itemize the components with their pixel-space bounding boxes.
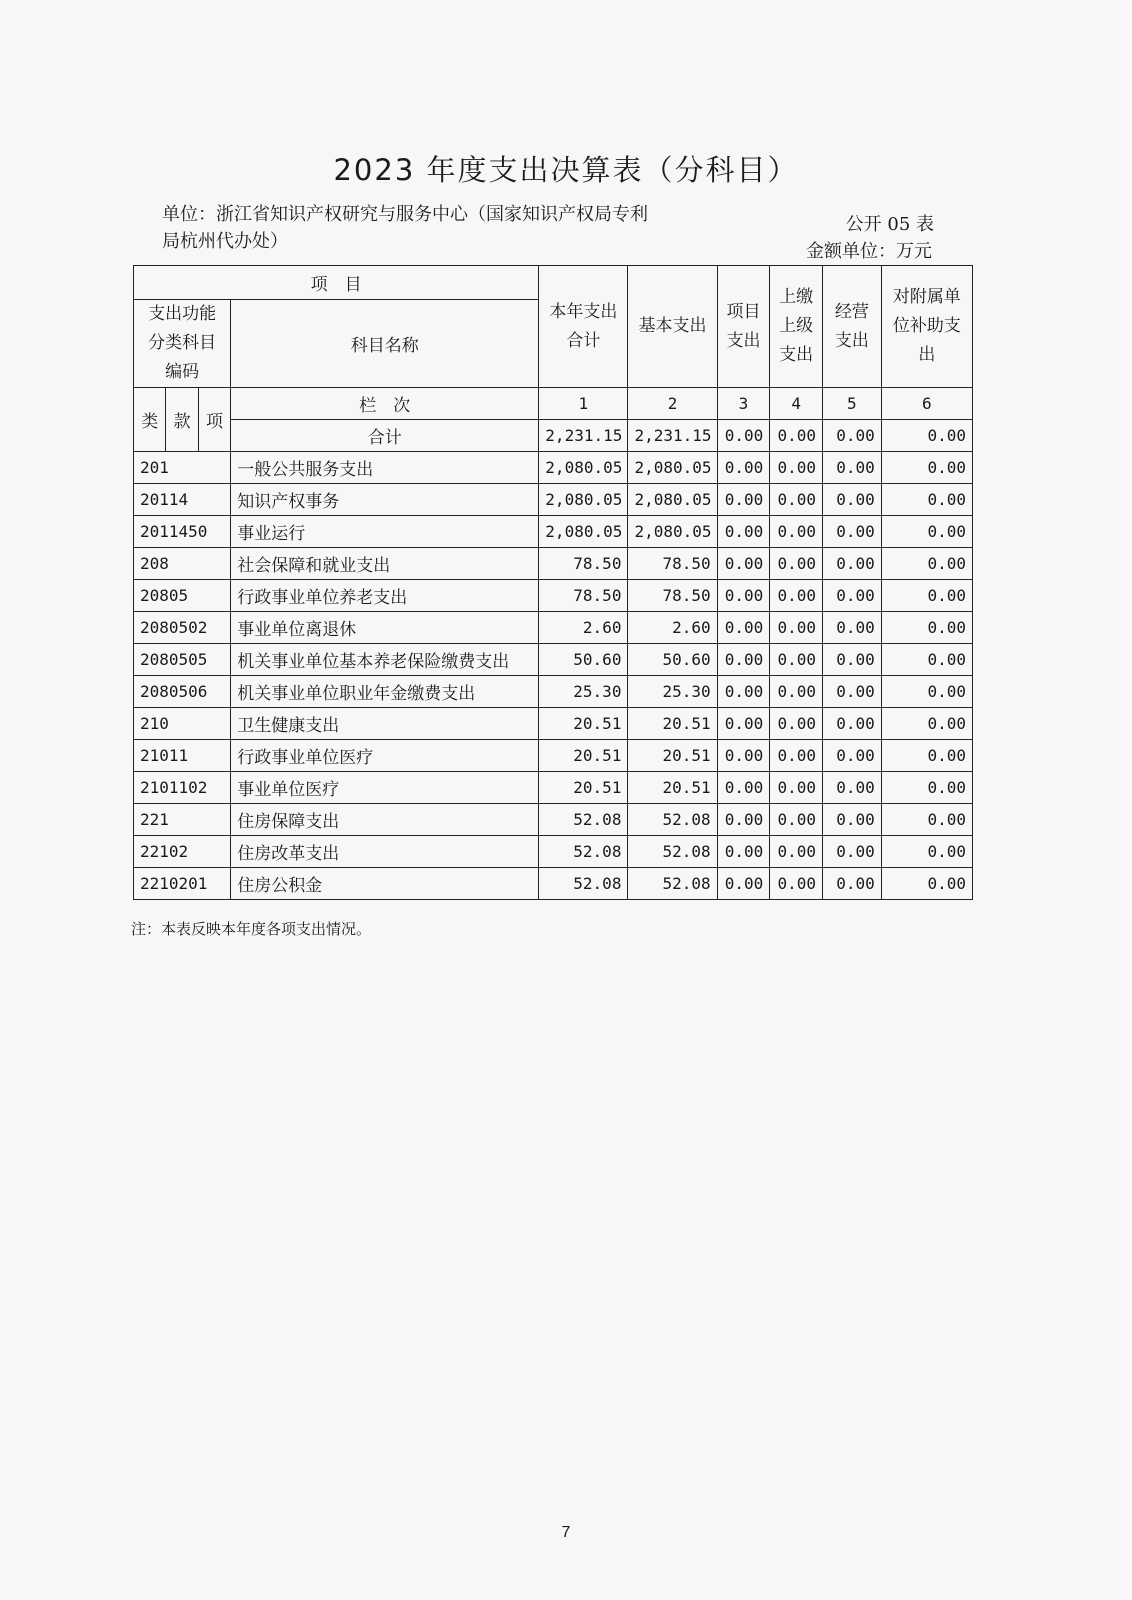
- row-value: 0.00: [770, 580, 823, 612]
- row-value: 2,080.05: [628, 484, 717, 516]
- row-value: 0.00: [770, 452, 823, 484]
- row-value: 0.00: [881, 676, 972, 708]
- row-value: 0.00: [770, 708, 823, 740]
- row-value: 0.00: [881, 548, 972, 580]
- unit-label-line2: 局杭州代办处）: [162, 231, 288, 252]
- row-subject-name: 行政事业单位医疗: [231, 740, 539, 772]
- row-code: 2080502: [134, 612, 231, 644]
- row-value: 0.00: [770, 868, 823, 900]
- row-code: 2080505: [134, 644, 231, 676]
- row-value: 0.00: [822, 612, 881, 644]
- row-value: 0.00: [881, 868, 972, 900]
- row-value: 52.08: [539, 804, 628, 836]
- row-value: 0.00: [881, 612, 972, 644]
- row-value: 2.60: [628, 612, 717, 644]
- row-value: 0.00: [770, 804, 823, 836]
- table-row: [134, 484, 973, 516]
- row-value: 0.00: [717, 644, 770, 676]
- row-value: 52.08: [628, 836, 717, 868]
- row-value: 0.00: [822, 708, 881, 740]
- page-number: 7: [561, 1524, 571, 1541]
- table-row: [134, 516, 973, 548]
- table-row: [134, 868, 973, 900]
- row-subject-name: 住房公积金: [231, 868, 539, 900]
- row-value: 0.00: [717, 676, 770, 708]
- table-row: [134, 452, 973, 484]
- row-subject-name: 社会保障和就业支出: [231, 548, 539, 580]
- table-row: [134, 836, 973, 868]
- table-row: [134, 548, 973, 580]
- row-value: 0.00: [770, 516, 823, 548]
- unit-label-line1: 单位：浙江省知识产权研究与服务中心（国家知识产权局专利: [162, 204, 648, 225]
- row-value: 0.00: [770, 548, 823, 580]
- row-value: 0.00: [881, 484, 972, 516]
- table-row: [134, 772, 973, 804]
- row-value: 0.00: [822, 484, 881, 516]
- row-value: 0.00: [881, 516, 972, 548]
- row-value: 0.00: [717, 836, 770, 868]
- row-value: 20.51: [628, 740, 717, 772]
- row-value: 0.00: [881, 740, 972, 772]
- row-value: 0.00: [881, 580, 972, 612]
- row-value: 0.00: [822, 804, 881, 836]
- row-value: 0.00: [822, 676, 881, 708]
- total-label: 合计: [231, 420, 539, 452]
- row-value: 0.00: [717, 516, 770, 548]
- row-code: 221: [134, 804, 231, 836]
- row-value: 20.51: [628, 772, 717, 804]
- row-value: 20.51: [628, 708, 717, 740]
- row-value: 2,080.05: [628, 452, 717, 484]
- row-subject-name: 住房保障支出: [231, 804, 539, 836]
- row-code: 2210201: [134, 868, 231, 900]
- header-col5: 经营支出: [822, 266, 881, 388]
- row-value: 0.00: [717, 740, 770, 772]
- row-value: 0.00: [822, 516, 881, 548]
- row-value: 0.00: [770, 836, 823, 868]
- col-number-4: 4: [770, 388, 823, 420]
- col-number-3: 3: [717, 388, 770, 420]
- row-subject-name: 事业运行: [231, 516, 539, 548]
- row-value: 2,080.05: [628, 516, 717, 548]
- money-unit: 金额单位：万元: [806, 241, 932, 262]
- table-note: 注：本表反映本年度各项支出情况。: [131, 920, 372, 938]
- row-value: 0.00: [822, 452, 881, 484]
- row-value: 0.00: [881, 804, 972, 836]
- row-code: 22102: [134, 836, 231, 868]
- row-value: 0.00: [881, 836, 972, 868]
- row-value: 0.00: [717, 580, 770, 612]
- expenditure-table: [133, 265, 973, 900]
- row-subject-name: 行政事业单位养老支出: [231, 580, 539, 612]
- row-value: 0.00: [770, 612, 823, 644]
- row-value: 50.60: [628, 644, 717, 676]
- row-code: 201: [134, 452, 231, 484]
- row-value: 0.00: [822, 836, 881, 868]
- header-col2: 基本支出: [628, 266, 717, 388]
- header-kuan: 款: [166, 388, 198, 452]
- row-value: 0.00: [881, 708, 972, 740]
- row-value: 50.60: [539, 644, 628, 676]
- row-value: 52.08: [539, 868, 628, 900]
- row-subject-name: 卫生健康支出: [231, 708, 539, 740]
- total-value: 0.00: [822, 420, 881, 452]
- row-value: 20.51: [539, 772, 628, 804]
- header-xiang: 项: [198, 388, 230, 452]
- row-value: 0.00: [881, 644, 972, 676]
- table-row: [134, 804, 973, 836]
- row-value: 78.50: [539, 548, 628, 580]
- row-value: 2,080.05: [539, 516, 628, 548]
- row-value: 0.00: [770, 644, 823, 676]
- row-value: 0.00: [881, 772, 972, 804]
- header-col1: 本年支出合计: [539, 266, 628, 388]
- col-number-1: 1: [539, 388, 628, 420]
- row-value: 0.00: [822, 644, 881, 676]
- row-value: 2.60: [539, 612, 628, 644]
- row-value: 78.50: [628, 548, 717, 580]
- row-code: 2101102: [134, 772, 231, 804]
- row-code: 208: [134, 548, 231, 580]
- row-code: 210: [134, 708, 231, 740]
- row-value: 78.50: [628, 580, 717, 612]
- row-value: 52.08: [628, 868, 717, 900]
- row-code: 20114: [134, 484, 231, 516]
- row-value: 20.51: [539, 708, 628, 740]
- row-subject-name: 知识产权事务: [231, 484, 539, 516]
- row-code: 20805: [134, 580, 231, 612]
- row-value: 25.30: [539, 676, 628, 708]
- row-value: 0.00: [770, 740, 823, 772]
- total-value: 2,231.15: [628, 420, 717, 452]
- row-value: 52.08: [539, 836, 628, 868]
- row-code: 2080506: [134, 676, 231, 708]
- row-value: 0.00: [717, 612, 770, 644]
- row-value: 0.00: [717, 484, 770, 516]
- row-subject-name: 住房改革支出: [231, 836, 539, 868]
- col-number-6: 6: [881, 388, 972, 420]
- row-value: 0.00: [770, 772, 823, 804]
- table-row: [134, 644, 973, 676]
- row-value: 0.00: [717, 772, 770, 804]
- header-lanci: 栏 次: [231, 388, 539, 420]
- total-value: 0.00: [881, 420, 972, 452]
- table-row: [134, 676, 973, 708]
- row-value: 25.30: [628, 676, 717, 708]
- row-value: 0.00: [717, 868, 770, 900]
- total-value: 2,231.15: [539, 420, 628, 452]
- row-value: 0.00: [770, 484, 823, 516]
- header-col6: 对附属单位补助支出: [881, 266, 972, 388]
- row-value: 2,080.05: [539, 484, 628, 516]
- header-lei: 类: [134, 388, 166, 452]
- row-value: 2,080.05: [539, 452, 628, 484]
- row-subject-name: 机关事业单位职业年金缴费支出: [231, 676, 539, 708]
- header-item: 项 目: [134, 266, 539, 300]
- row-value: 0.00: [717, 548, 770, 580]
- header-col3: 项目支出: [717, 266, 770, 388]
- row-value: 0.00: [822, 772, 881, 804]
- row-value: 0.00: [717, 804, 770, 836]
- row-code: 2011450: [134, 516, 231, 548]
- table-code: 公开 05 表: [845, 214, 934, 235]
- row-value: 20.51: [539, 740, 628, 772]
- row-value: 0.00: [822, 548, 881, 580]
- table-row: [134, 580, 973, 612]
- col-number-2: 2: [628, 388, 717, 420]
- header-subject-name: 科目名称: [231, 300, 539, 388]
- total-value: 0.00: [770, 420, 823, 452]
- table-row: [134, 612, 973, 644]
- row-subject-name: 机关事业单位基本养老保险缴费支出: [231, 644, 539, 676]
- row-value: 0.00: [717, 452, 770, 484]
- total-value: 0.00: [717, 420, 770, 452]
- table-body: [134, 452, 973, 900]
- row-subject-name: 事业单位离退休: [231, 612, 539, 644]
- page-title: 2023 年度支出决算表（分科目）: [333, 153, 799, 187]
- table-row: [134, 708, 973, 740]
- row-value: 0.00: [770, 676, 823, 708]
- row-value: 0.00: [822, 868, 881, 900]
- table-row: [134, 740, 973, 772]
- row-value: 78.50: [539, 580, 628, 612]
- col-number-5: 5: [822, 388, 881, 420]
- row-code: 21011: [134, 740, 231, 772]
- row-value: 0.00: [822, 580, 881, 612]
- row-subject-name: 事业单位医疗: [231, 772, 539, 804]
- header-col4: 上缴上级支出: [770, 266, 823, 388]
- header-func-code: 支出功能分类科目编码: [134, 300, 231, 388]
- row-value: 0.00: [717, 708, 770, 740]
- row-value: 0.00: [881, 452, 972, 484]
- row-subject-name: 一般公共服务支出: [231, 452, 539, 484]
- row-value: 52.08: [628, 804, 717, 836]
- row-value: 0.00: [822, 740, 881, 772]
